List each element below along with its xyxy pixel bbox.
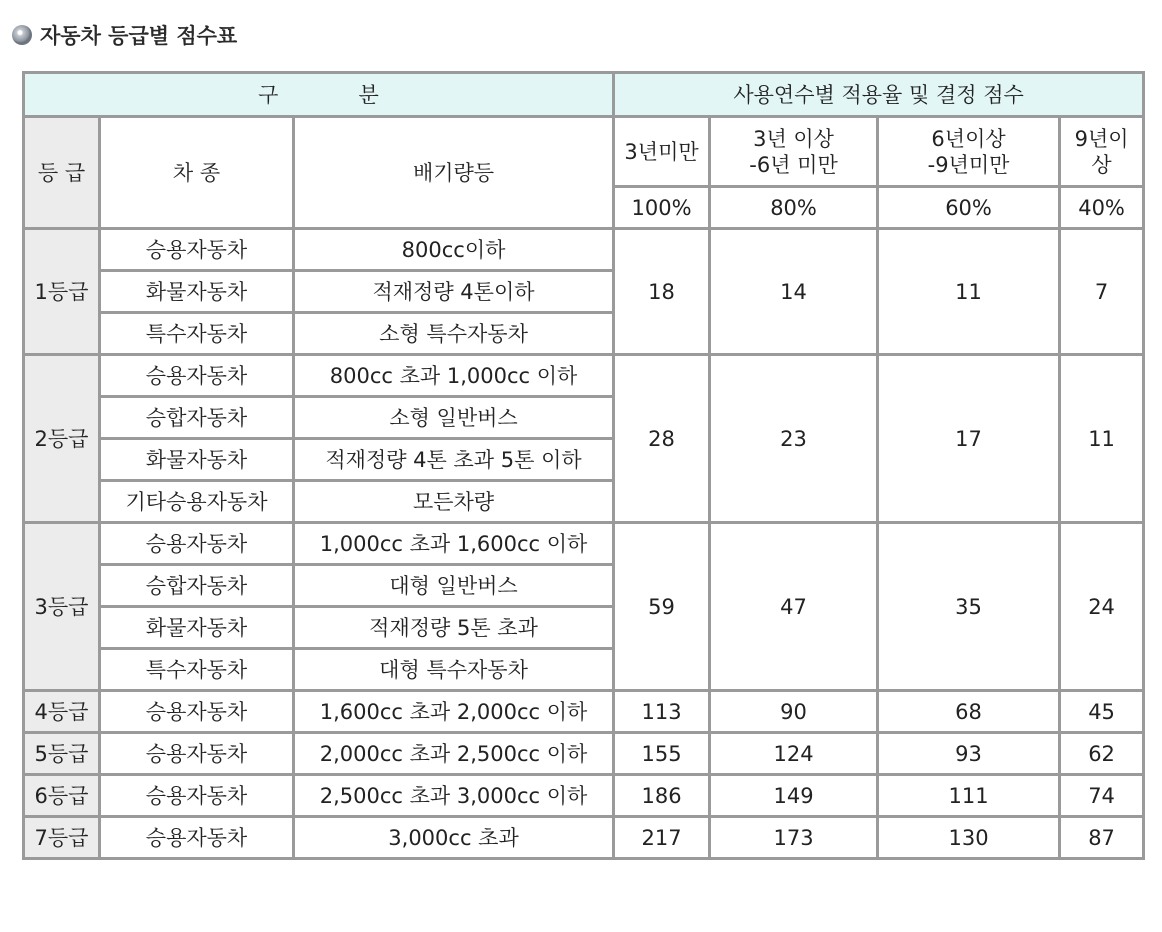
header-period: 6년이상 -9년미만 [878, 117, 1060, 187]
score-cell: 45 [1060, 691, 1144, 733]
grade-cell: 6등급 [24, 775, 100, 817]
car-type-cell: 승합자동차 [100, 565, 294, 607]
car-type-cell: 승용자동차 [100, 691, 294, 733]
spec-cell: 모든차량 [294, 481, 614, 523]
spec-cell: 2,000cc 초과 2,500cc 이하 [294, 733, 614, 775]
car-type-cell: 승용자동차 [100, 817, 294, 859]
car-type-cell: 승용자동차 [100, 775, 294, 817]
grade-cell: 1등급 [24, 229, 100, 355]
score-cell: 149 [710, 775, 878, 817]
table-row [24, 229, 1144, 271]
score-cell: 155 [614, 733, 710, 775]
car-type-cell: 승합자동차 [100, 397, 294, 439]
spec-cell: 3,000cc 초과 [294, 817, 614, 859]
score-cell: 113 [614, 691, 710, 733]
circle-bullet-icon [12, 25, 32, 45]
header-rate: 100% [614, 187, 710, 229]
car-type-cell: 화물자동차 [100, 271, 294, 313]
score-cell: 87 [1060, 817, 1144, 859]
score-cell: 111 [878, 775, 1060, 817]
page-title: 자동차 등급별 점수표 [40, 24, 238, 48]
spec-cell: 소형 특수자동차 [294, 313, 614, 355]
car-type-cell: 승용자동차 [100, 355, 294, 397]
score-cell: 62 [1060, 733, 1144, 775]
score-cell: 186 [614, 775, 710, 817]
score-cell: 7 [1060, 229, 1144, 355]
spec-cell: 2,500cc 초과 3,000cc 이하 [294, 775, 614, 817]
score-cell: 173 [710, 817, 878, 859]
spec-cell: 적재정량 4톤 초과 5톤 이하 [294, 439, 614, 481]
score-cell: 47 [710, 523, 878, 691]
header-period: 9년이 상 [1060, 117, 1144, 187]
grade-cell: 4등급 [24, 691, 100, 733]
grade-cell: 2등급 [24, 355, 100, 523]
grade-cell: 5등급 [24, 733, 100, 775]
header-car-type: 차 종 [100, 117, 294, 229]
table-row [24, 523, 1144, 565]
grade-cell: 7등급 [24, 817, 100, 859]
score-table [22, 71, 1145, 860]
score-cell: 23 [710, 355, 878, 523]
header-period: 3년미만 [614, 117, 710, 187]
header-grade: 등 급 [24, 117, 100, 229]
score-cell: 93 [878, 733, 1060, 775]
score-cell: 59 [614, 523, 710, 691]
spec-cell: 1,600cc 초과 2,000cc 이하 [294, 691, 614, 733]
header-displacement: 배기량등 [294, 117, 614, 229]
score-cell: 68 [878, 691, 1060, 733]
spec-cell: 대형 일반버스 [294, 565, 614, 607]
spec-cell: 적재정량 4톤이하 [294, 271, 614, 313]
table-row [24, 775, 1144, 817]
spec-cell: 적재정량 5톤 초과 [294, 607, 614, 649]
table-body [24, 229, 1144, 859]
spec-cell: 1,000cc 초과 1,600cc 이하 [294, 523, 614, 565]
score-cell: 17 [878, 355, 1060, 523]
score-cell: 74 [1060, 775, 1144, 817]
car-type-cell: 승용자동차 [100, 229, 294, 271]
score-cell: 35 [878, 523, 1060, 691]
score-cell: 90 [710, 691, 878, 733]
score-cell: 217 [614, 817, 710, 859]
score-cell: 24 [1060, 523, 1144, 691]
table-row [24, 733, 1144, 775]
spec-cell: 소형 일반버스 [294, 397, 614, 439]
score-cell: 124 [710, 733, 878, 775]
score-cell: 28 [614, 355, 710, 523]
table-header [24, 73, 1144, 229]
score-cell: 11 [878, 229, 1060, 355]
header-period: 3년 이상 -6년 미만 [710, 117, 878, 187]
header-group-usage-rate: 사용연수별 적용율 및 결정 점수 [614, 73, 1144, 117]
header-rate: 80% [710, 187, 878, 229]
car-type-cell: 특수자동차 [100, 649, 294, 691]
score-cell: 11 [1060, 355, 1144, 523]
spec-cell: 800cc 초과 1,000cc 이하 [294, 355, 614, 397]
header-rate: 40% [1060, 187, 1144, 229]
score-cell: 14 [710, 229, 878, 355]
table-row [24, 817, 1144, 859]
car-type-cell: 화물자동차 [100, 439, 294, 481]
section-heading [12, 20, 237, 50]
car-type-cell: 승용자동차 [100, 523, 294, 565]
grade-cell: 3등급 [24, 523, 100, 691]
table-row [24, 355, 1144, 397]
car-type-cell: 특수자동차 [100, 313, 294, 355]
car-type-cell: 화물자동차 [100, 607, 294, 649]
score-cell: 130 [878, 817, 1060, 859]
car-type-cell: 승용자동차 [100, 733, 294, 775]
header-rate: 60% [878, 187, 1060, 229]
spec-cell: 800cc이하 [294, 229, 614, 271]
table-row [24, 691, 1144, 733]
car-type-cell: 기타승용자동차 [100, 481, 294, 523]
header-group-category: 구 분 [24, 73, 614, 117]
score-cell: 18 [614, 229, 710, 355]
spec-cell: 대형 특수자동차 [294, 649, 614, 691]
